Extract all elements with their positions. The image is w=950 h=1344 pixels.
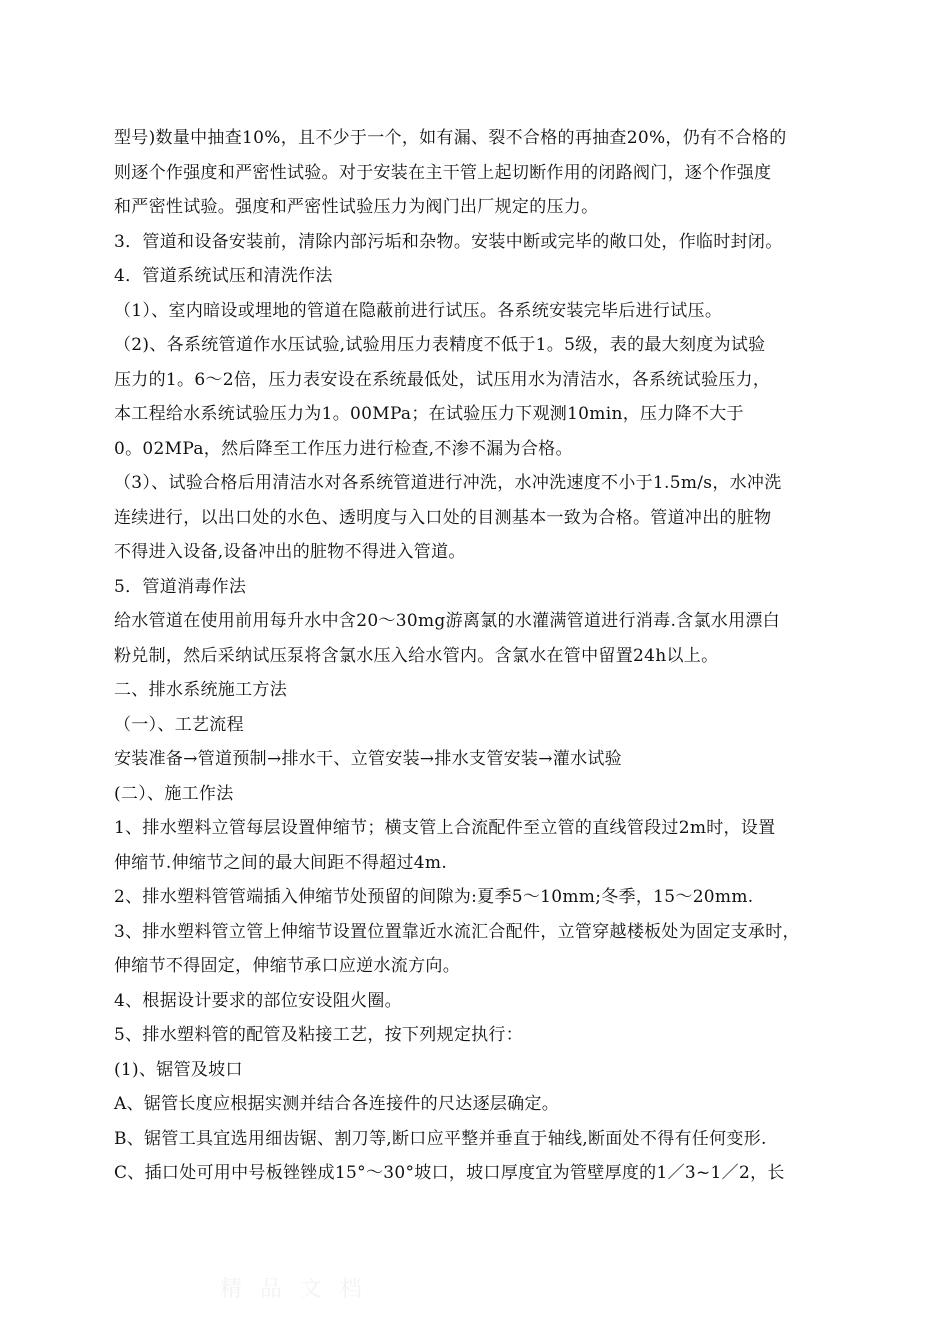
text-line-9: 本工程给水系统试验压力为1。00MPa；在试验压力下观测10min，压力降不大于	[114, 404, 744, 424]
subsection-heading-construction: (二）、施工作法	[114, 783, 234, 804]
text-line-7: （2)、各系统管道作水压试验,试验用压力表精度不低于1。5级，表的最大刻度为试验	[114, 335, 766, 355]
text-line-10: 0。02MPa，然后降至工作压力进行检查,不渗不漏为合格。	[114, 438, 573, 459]
text-line-13: 不得进入设备,设备冲出的脏物不得进入管道。	[114, 542, 466, 562]
text-line-12: 连续进行，以出口处的水色、透明度与入口处的目测基本一致为合格。管道冲出的脏物	[114, 507, 772, 528]
text-line-26: 4、根据设计要求的部位安设阻火圈。	[114, 990, 402, 1011]
subsection-heading-process-flow: （一）、工艺流程	[114, 714, 244, 735]
text-line-31: C、插口处可用中号板锉锉成15°～30°坡口，坡口厚度宜为管壁厚度的1／3~1／2，长	[114, 1163, 785, 1183]
document-body	[114, 121, 874, 1191]
text-line-4: 3．管道和设备安装前，清除内部污垢和杂物。安装中断或完毕的敞口处，作临时封闭。	[114, 231, 783, 252]
footer-watermark: 精品文档	[220, 1277, 381, 1302]
text-line-25: 伸缩节不得固定，伸缩节承口应逆水流方向。	[114, 956, 460, 976]
text-line-2: 则逐个作强度和严密性试验。对于安装在主干管上起切断作用的闭路阀门，逐个作强度	[114, 162, 772, 183]
text-line-15: 给水管道在使用前用每升水中含20～30mg游离氯的水灌满管道进行消毒.含氯水用漂白	[114, 611, 780, 631]
text-line-24: 3、排水塑料管立管上伸缩节设置位置靠近水流汇合配件，立管穿越楼板处为固定支承时，	[114, 921, 800, 942]
text-line-11: （3）、试验合格后用清洁水对各系统管道进行冲洗，水冲洗速度不小于1.5m/s，水冲洗	[114, 473, 782, 493]
text-line-1: 型号)数量中抽查10%，且不少于一个，如有漏、裂不合格的再抽查20%，仍有不合格的	[114, 128, 787, 148]
text-line-16: 粉兑制，然后采纳试压泵将含氯水压入给水管内。含氯水在管中留置24h以上。	[114, 645, 719, 666]
text-line-6: （1）、室内暗设或埋地的管道在隐蔽前进行试压。各系统安装完毕后进行试压。	[114, 300, 723, 321]
text-line-22: 伸缩节.伸缩节之间的最大间距不得超过4m.	[114, 852, 448, 873]
text-line-30: B、锯管工具宜选用细齿锯、割刀等,断口应平整并垂直于轴线,断面处不得有任何变形.	[114, 1128, 767, 1149]
section-heading-pressure-test: 4．管道系统试压和清洗作法	[114, 266, 333, 286]
text-line-23: 2、排水塑料管管端插入伸缩节处预留的间隙为:夏季5～10mm;冬季，15～20mm.	[114, 887, 754, 907]
text-line-8: 压力的1。6～2倍，压力表安设在系统最低处，试压用水为清洁水，各系统试验压力，	[114, 369, 771, 390]
text-line-3: 和严密性试验。强度和严密性试验压力为阀门出厂规定的压力。	[114, 197, 599, 217]
text-line-19: 安装准备→管道预制→排水干、立管安装→排水支管安装→灌水试验	[114, 749, 622, 769]
text-line-28: (1)、锯管及坡口	[114, 1059, 243, 1080]
text-line-29: A、锯管长度应根据实测并结合各连接件的尺达逐层确定。	[114, 1094, 560, 1114]
text-line-27: 5、排水塑料管的配管及粘接工艺，按下列规定执行：	[114, 1025, 524, 1045]
text-line-21: 1、排水塑料立管每层设置伸缩节；横支管上合流配件至立管的直线管段过2m时，设置	[114, 818, 776, 838]
section-heading-disinfection: 5．管道消毒作法	[114, 576, 247, 597]
section-heading-drainage: 二、排水系统施工方法	[114, 680, 287, 700]
